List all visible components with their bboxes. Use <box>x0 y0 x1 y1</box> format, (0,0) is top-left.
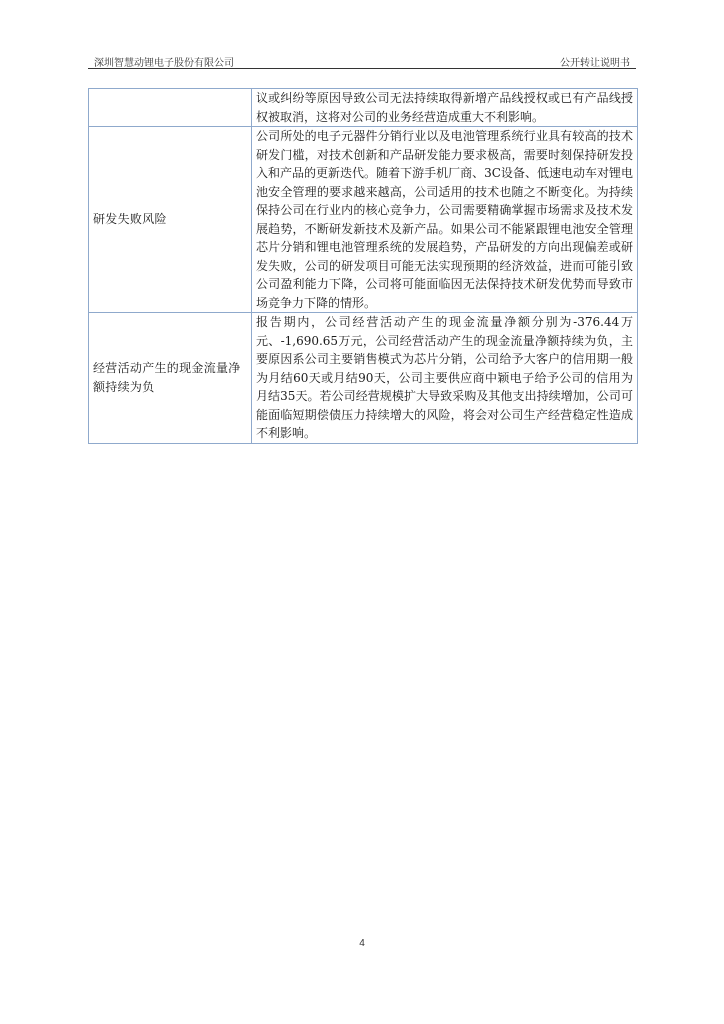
risk-name-cell: 研发失败风险 <box>89 127 252 313</box>
risk-description-cell: 议或纠纷等原因导致公司无法持续取得新增产品线授权或已有产品线授权被取消，这将对公司的业务经营造成重大不利影响。 <box>252 89 638 127</box>
page-number: 4 <box>359 938 365 949</box>
risk-description-cell: 报告期内，公司经营活动产生的现金流量净额分别为-376.44万元、-1,690.65万元，公司经营活动产生的现金流量净额持续为负，主要原因系公司主要销售模式为芯片分销，公司给予大客户的信用期一般为月结60天或月结90天，公司主要供应商中颖电子给予公司的信用为月结35天。若公司经营规模扩大导致采购及其他支出持续增加，公司可能面临短期偿债压力持续增大的风险，将会对公司生产经营稳定性造成不利影响。 <box>252 313 638 444</box>
table-row <box>89 89 638 127</box>
table-row <box>89 127 638 313</box>
table-row <box>89 313 638 444</box>
page-header <box>88 54 636 69</box>
company-name: 深圳智慧动锂电子股份有限公司 <box>94 58 234 69</box>
risk-description-cell: 公司所处的电子元器件分销行业以及电池管理系统行业具有较高的技术研发门槛，对技术创新和产品研发能力要求极高，需要时刻保持研发投入和产品的更新迭代。随着下游手机厂商、3C设备、低速电动车对锂电池安全管理的要求越来越高，公司适用的技术也随之不断变化。为持续保持公司在行业内的核心竞争力，公司需要精确掌握市场需求及技术发展趋势，不断研发新技术及新产品。如果公司不能紧跟锂电池安全管理芯片分销和锂电池管理系统的发展趋势，产品研发的方向出现偏差或研发失败，公司的研发项目可能无法实现预期的经济效益，进而可能引致公司盈利能力下降，公司将可能面临因无法保持技术研发优势而导致市场竞争力下降的情形。 <box>252 127 638 313</box>
risk-name-cell: 经营活动产生的现金流量净额持续为负 <box>89 313 252 444</box>
risk-table <box>88 88 638 444</box>
document-title: 公开转让说明书 <box>560 58 630 69</box>
risk-name-cell <box>89 89 252 127</box>
